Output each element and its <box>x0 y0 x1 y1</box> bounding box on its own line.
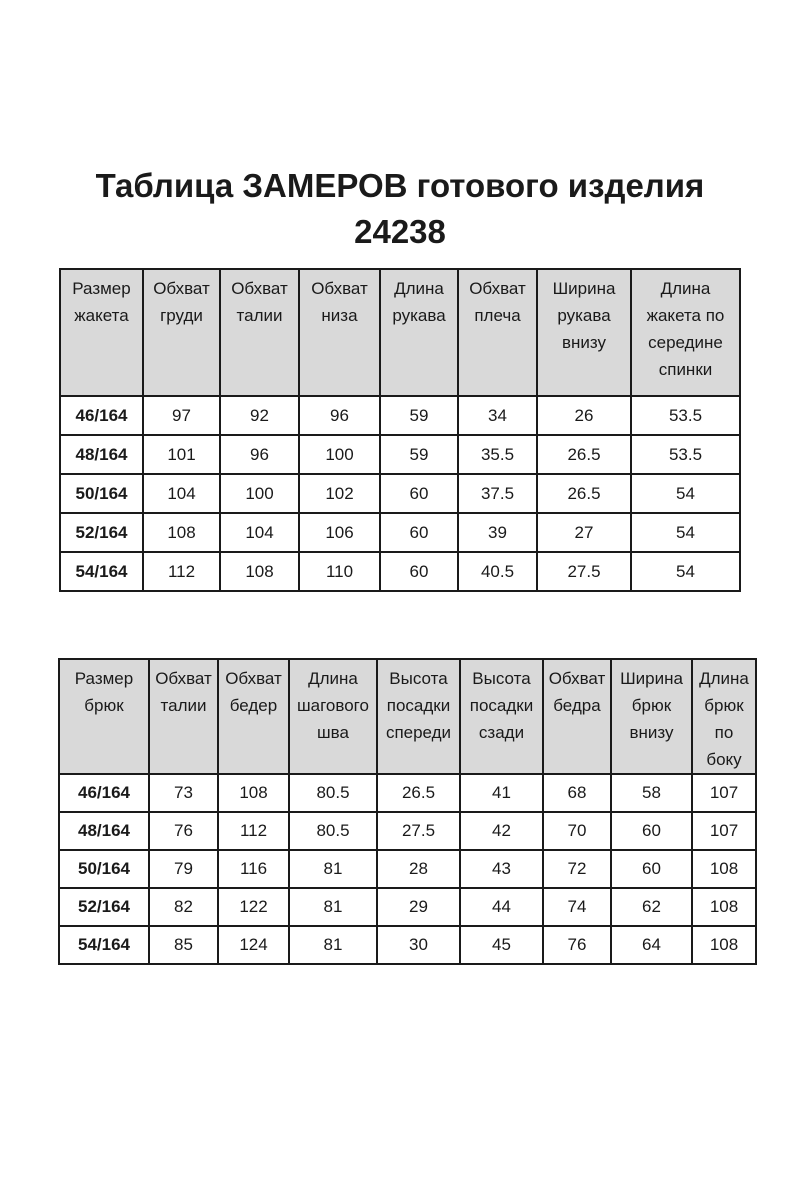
column-header: Обхват низа <box>299 269 380 396</box>
column-header: Обхват груди <box>143 269 220 396</box>
jacket-table-section <box>59 268 800 592</box>
measurement-cell: 54 <box>631 474 740 513</box>
measurement-cell: 79 <box>149 850 218 888</box>
column-header: Обхват талии <box>149 659 218 774</box>
measurement-cell: 74 <box>543 888 611 926</box>
column-header: Обхват бедра <box>543 659 611 774</box>
size-cell: 46/164 <box>59 774 149 812</box>
column-header: Обхват талии <box>220 269 299 396</box>
size-cell: 46/164 <box>60 396 143 435</box>
measurement-cell: 116 <box>218 850 289 888</box>
column-header: Длина брюк по боку <box>692 659 756 774</box>
measurement-cell: 39 <box>458 513 537 552</box>
measurement-cell: 26.5 <box>537 435 631 474</box>
measurement-cell: 108 <box>143 513 220 552</box>
measurement-cell: 44 <box>460 888 543 926</box>
measurement-cell: 26.5 <box>537 474 631 513</box>
measurement-cell: 62 <box>611 888 692 926</box>
measurement-cell: 101 <box>143 435 220 474</box>
measurement-cell: 43 <box>460 850 543 888</box>
measurement-cell: 40.5 <box>458 552 537 591</box>
size-cell: 48/164 <box>60 435 143 474</box>
measurement-cell: 108 <box>692 926 756 964</box>
measurement-cell: 27 <box>537 513 631 552</box>
measurement-cell: 80.5 <box>289 774 377 812</box>
measurement-cell: 81 <box>289 888 377 926</box>
size-cell: 52/164 <box>59 888 149 926</box>
measurement-cell: 76 <box>149 812 218 850</box>
measurement-cell: 60 <box>380 474 458 513</box>
measurement-cell: 30 <box>377 926 460 964</box>
column-header: Длина жакета по середине спинки <box>631 269 740 396</box>
column-header: Ширина брюк внизу <box>611 659 692 774</box>
table-row <box>59 774 756 812</box>
measurement-cell: 108 <box>692 850 756 888</box>
measurement-cell: 108 <box>218 774 289 812</box>
measurement-cell: 60 <box>611 850 692 888</box>
measurement-cell: 100 <box>220 474 299 513</box>
measurement-cell: 76 <box>543 926 611 964</box>
measurement-cell: 82 <box>149 888 218 926</box>
measurement-cell: 96 <box>220 435 299 474</box>
column-header: Длина шагового шва <box>289 659 377 774</box>
column-header: Высота посадки спереди <box>377 659 460 774</box>
measurement-cell: 122 <box>218 888 289 926</box>
measurement-cell: 104 <box>220 513 299 552</box>
measurement-cell: 80.5 <box>289 812 377 850</box>
measurement-cell: 104 <box>143 474 220 513</box>
table-row <box>59 850 756 888</box>
measurement-cell: 107 <box>692 812 756 850</box>
measurement-cell: 53.5 <box>631 435 740 474</box>
measurement-cell: 81 <box>289 926 377 964</box>
measurement-cell: 59 <box>380 396 458 435</box>
table-row <box>60 396 740 435</box>
measurement-cell: 68 <box>543 774 611 812</box>
size-cell: 50/164 <box>59 850 149 888</box>
column-header: Высота посадки сзади <box>460 659 543 774</box>
table-row <box>60 513 740 552</box>
measurement-cell: 35.5 <box>458 435 537 474</box>
measurement-cell: 45 <box>460 926 543 964</box>
table-row <box>60 435 740 474</box>
measurement-cell: 73 <box>149 774 218 812</box>
column-header: Обхват плеча <box>458 269 537 396</box>
table-row <box>59 888 756 926</box>
measurement-cell: 112 <box>143 552 220 591</box>
measurement-cell: 28 <box>377 850 460 888</box>
measurement-cell: 53.5 <box>631 396 740 435</box>
measurement-cell: 107 <box>692 774 756 812</box>
measurement-cell: 64 <box>611 926 692 964</box>
measurement-cell: 54 <box>631 513 740 552</box>
table-row <box>60 474 740 513</box>
column-header: Длина рукава <box>380 269 458 396</box>
measurement-cell: 85 <box>149 926 218 964</box>
measurement-cell: 54 <box>631 552 740 591</box>
size-cell: 48/164 <box>59 812 149 850</box>
measurement-cell: 26 <box>537 396 631 435</box>
jacket-measurements-table <box>59 268 741 592</box>
measurement-cell: 110 <box>299 552 380 591</box>
measurement-cell: 100 <box>299 435 380 474</box>
measurement-cell: 108 <box>692 888 756 926</box>
measurement-cell: 108 <box>220 552 299 591</box>
measurement-cell: 29 <box>377 888 460 926</box>
measurement-cell: 60 <box>611 812 692 850</box>
page-title-line1: Таблица ЗАМЕРОВ готового изделия <box>95 167 705 204</box>
size-cell: 50/164 <box>60 474 143 513</box>
product-code: 24238 <box>354 213 446 250</box>
trousers-measurements-table <box>58 658 757 965</box>
measurement-cell: 92 <box>220 396 299 435</box>
measurement-cell: 60 <box>380 552 458 591</box>
trousers-table-section <box>58 658 800 965</box>
table-row <box>59 812 756 850</box>
measurement-cell: 70 <box>543 812 611 850</box>
measurement-cell: 106 <box>299 513 380 552</box>
size-cell: 54/164 <box>60 552 143 591</box>
column-header: Ширина рукава внизу <box>537 269 631 396</box>
measurement-cell: 27.5 <box>537 552 631 591</box>
measurement-cell: 42 <box>460 812 543 850</box>
column-header: Обхват бедер <box>218 659 289 774</box>
measurement-cell: 58 <box>611 774 692 812</box>
measurement-cell: 81 <box>289 850 377 888</box>
column-header: Размер брюк <box>59 659 149 774</box>
header-row <box>60 269 740 396</box>
size-cell: 54/164 <box>59 926 149 964</box>
measurement-cell: 41 <box>460 774 543 812</box>
column-header: Размер жакета <box>60 269 143 396</box>
measurement-cell: 60 <box>380 513 458 552</box>
measurement-cell: 112 <box>218 812 289 850</box>
table-row <box>59 926 756 964</box>
header-row <box>59 659 756 774</box>
measurement-cell: 59 <box>380 435 458 474</box>
measurement-cell: 26.5 <box>377 774 460 812</box>
table-row <box>60 552 740 591</box>
measurement-cell: 34 <box>458 396 537 435</box>
measurement-cell: 97 <box>143 396 220 435</box>
measurement-cell: 72 <box>543 850 611 888</box>
measurement-cell: 96 <box>299 396 380 435</box>
size-cell: 52/164 <box>60 513 143 552</box>
page-title <box>0 163 800 255</box>
measurement-cell: 124 <box>218 926 289 964</box>
measurement-cell: 102 <box>299 474 380 513</box>
measurement-cell: 37.5 <box>458 474 537 513</box>
measurement-cell: 27.5 <box>377 812 460 850</box>
